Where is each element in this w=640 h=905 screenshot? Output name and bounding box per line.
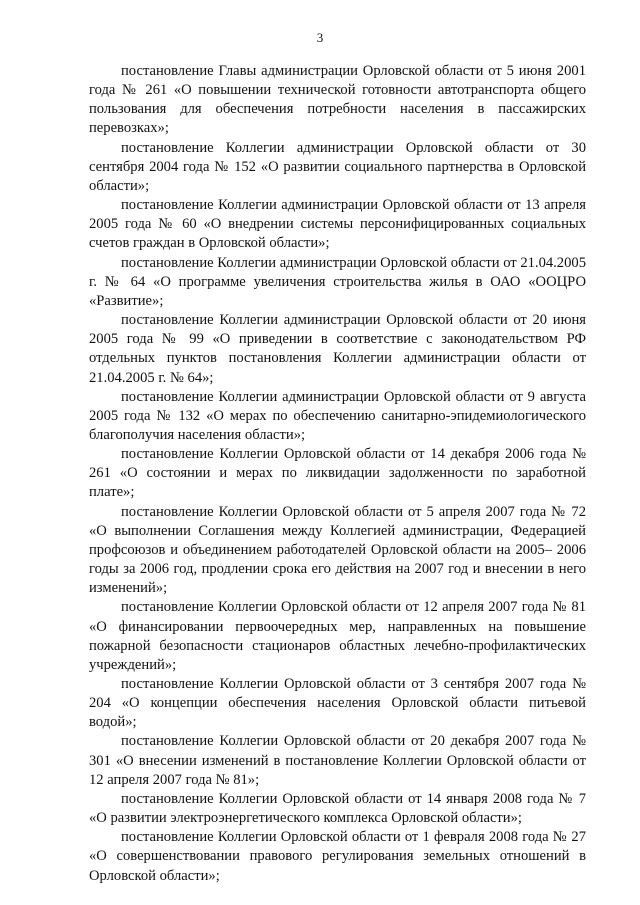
paragraph-8: постановление Коллегии Орловской области от 5 апреля 2007 года № 72 «О выполнении Соглашения между Коллегией администрации, Федерацией профсоюзов и объединением работодателей Орловской области на 2005– 2006 годы за 2006 год, продлении срока его действия на 2007 год и внесении в него изменений»; — [89, 503, 586, 597]
paragraph-6: постановление Коллегии администрации Орловской области от 9 августа 2005 года № 132 «О мерах по обеспечению санитарно-эпидемиологического благополучия населения области»; — [89, 388, 586, 443]
paragraph-12: постановление Коллегии Орловской области от 14 января 2008 года № 7 «О развитии электроэнергетического комплекса Орловской области»; — [89, 790, 586, 827]
page-number: 3 — [316, 30, 324, 45]
paragraph-10: постановление Коллегии Орловской области от 3 сентября 2007 года № 204 «О концепции обеспечения населения Орловской области питьевой водой»; — [89, 676, 586, 731]
paragraph-4: постановление Коллегии администрации Орловской области от 21.04.2005 г. № 64 «О программе увеличения строительства жилья в ОАО «ООЦРО «Развитие»; — [89, 254, 586, 309]
paragraph-3: постановление Коллегии администрации Орловской области от 13 апреля 2005 года № 60 «О внедрении системы персонифицированных социальных счетов граждан в Орловской области»; — [89, 197, 586, 252]
paragraph-9: постановление Коллегии Орловской области от 12 апреля 2007 года № 81 «О финансировании первоочередных мер, направленных на повышение пожарной безопасности стационаров областных лечебно-профилактических учреждений»; — [89, 599, 586, 673]
paragraph-5: постановление Коллегии администрации Орловской области от 20 июня 2005 года № 99 «О приведении в соответствие с законодательством РФ отдельных пунктов постановления Коллегии администрации области от 21.04.2005 г. № 64»; — [89, 312, 586, 386]
paragraph-7: постановление Коллегии Орловской области от 14 декабря 2006 года № 261 «О состоянии и мерах по ликвидации задолженности по заработной плате»; — [89, 446, 586, 501]
paragraph-13: постановление Коллегии Орловской области от 1 февраля 2008 года № 27 «О совершенствовании правового регулирования земельных отношений в Орловской области»; — [89, 829, 586, 884]
paragraph-1: постановление Главы администрации Орловской области от 5 июня 2001 года № 261 «О повышении технической готовности автотранспорта общего пользования для обеспечения потребности населения в пассажирских перевозках»; — [89, 63, 586, 137]
paragraph-11: постановление Коллегии Орловской области от 20 декабря 2007 года № 301 «О внесении изменений в постановление Коллегии Орловской области от 12 апреля 2007 года № 81»; — [89, 733, 586, 788]
paragraph-2: постановление Коллегии администрации Орловской области от 30 сентября 2004 года № 152 «О развитии социального партнерства в Орловской области»; — [89, 139, 586, 194]
document-body — [89, 62, 586, 886]
